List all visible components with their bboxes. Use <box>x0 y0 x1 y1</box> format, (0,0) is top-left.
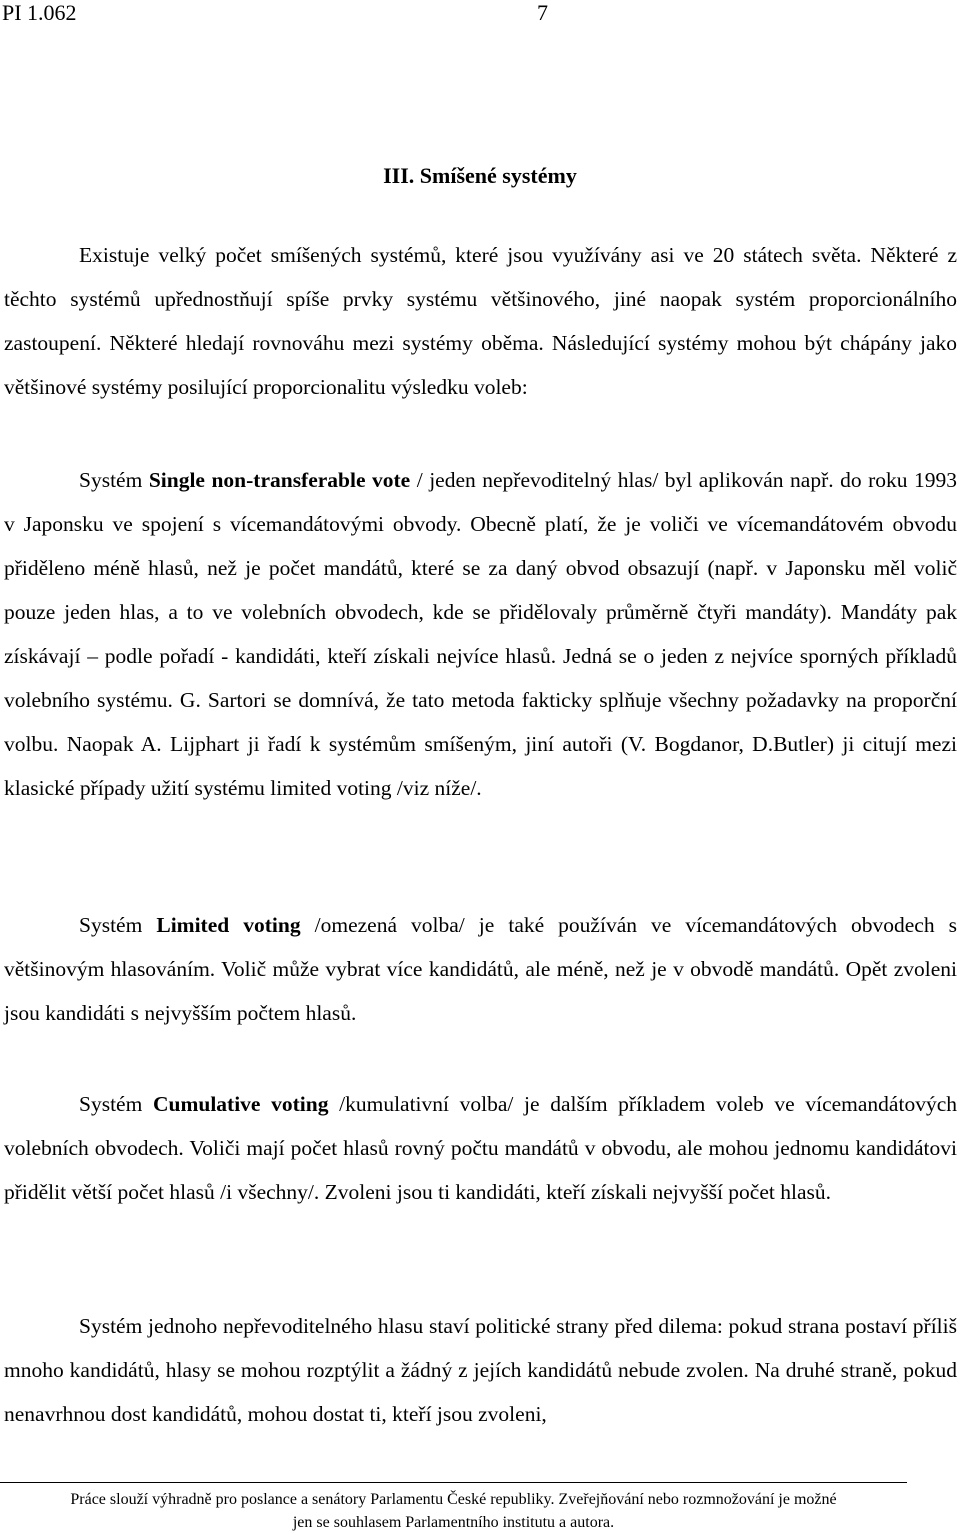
paragraph-limited-voting: Systém Limited voting /omezená volba/ je také používán ve vícemandátových obvodech s většinovým hlasováním. Volič může vybrat více kandidátů, ale méně, než je v obvodě mandátů. Opět zvoleni jsou kandidáti s nejvyšším počtem hlasů. <box>4 913 957 1025</box>
section-title: III. Smíšené systémy <box>383 163 577 188</box>
paragraph-snv: Systém Single non-transferable vote / jeden nepřevoditelný hlas/ byl aplikován např. do roku 1993 v Japonsku ve spojení s vícemandátovými obvody. Obecně platí, že je voliči ve vícemandátovém obvodu přiděleno méně hlasů, než je počet mandátů, které se za daný obvod obsazují (např. v Japonsku měl volič pouze jeden hlas, a to ve volebních obvodech, kde se přidělovaly průměrně čtyři mandáty). Mandáty pak získávají – podle pořadí - kandidáti, kteří získali nejvíce hlasů. Jedná se o jeden z nejvíce sporných příkladů volebního systému. G. Sartori se domnívá, že tato metoda fakticky splňuje všechny požadavky na proporční volbu. Naopak A. Lijphart ji řadí k systémům smíšeným, jiní autoři (V. Bogdanor, D.Butler) ji citují mezi klasické případy užití systému limited voting /viz níže/. <box>4 468 957 800</box>
term-limited-voting: Limited voting <box>156 913 301 937</box>
term-cumulative-voting: Cumulative voting <box>152 1092 329 1116</box>
footer-line-1: Práce slouží výhradně pro poslance a senátory Parlamentu České republiky. Zveřejňování nebo rozmnožování je možné <box>70 1491 837 1508</box>
page-number: 7 <box>537 0 548 25</box>
footer-divider <box>0 1482 907 1483</box>
page-header <box>0 0 960 30</box>
paragraph-snv-dilemma: Systém jednoho nepřevoditelného hlasu staví politické strany před dilema: pokud strana postaví příliš mnoho kandidátů, hlasy se mohou rozptýlit a žádný z jejích kandidátů nebude zvolen. Na druhé straně, pokud nenavrhnou dost kandidátů, mohou dostat ti, kteří jsou zvoleni, <box>4 1314 957 1426</box>
term-snv: Single non-transferable vote <box>148 468 411 492</box>
footer-line-2: jen se souhlasem Parlamentního institutu a autora. <box>292 1514 615 1531</box>
document-code: PI 1.062 <box>2 0 77 25</box>
paragraph-cumulative-voting: Systém Cumulative voting /kumulativní volba/ je dalším příkladem voleb ve vícemandátových volebních obvodech. Voliči mají počet hlasů rovný počtu mandátů v obvodu, ale mohou jednomu kandidátovi přidělit větší počet hlasů /i všechny/. Zvoleni jsou ti kandidáti, kteří získali nejvyšší počet hlasů. <box>4 1092 957 1204</box>
page-footer <box>0 1488 907 1534</box>
paragraph-intro: Existuje velký počet smíšených systémů, které jsou využívány asi ve 20 státech světa. Některé z těchto systémů upřednostňují spíše prvky systému většinového, jiné naopak systém proporcionálního zastoupení. Některé hledají rovnováhu mezi systémy oběma. Následující systémy mohou být chápány jako většinové systémy posilující proporcionalitu výsledku voleb: <box>4 243 957 399</box>
